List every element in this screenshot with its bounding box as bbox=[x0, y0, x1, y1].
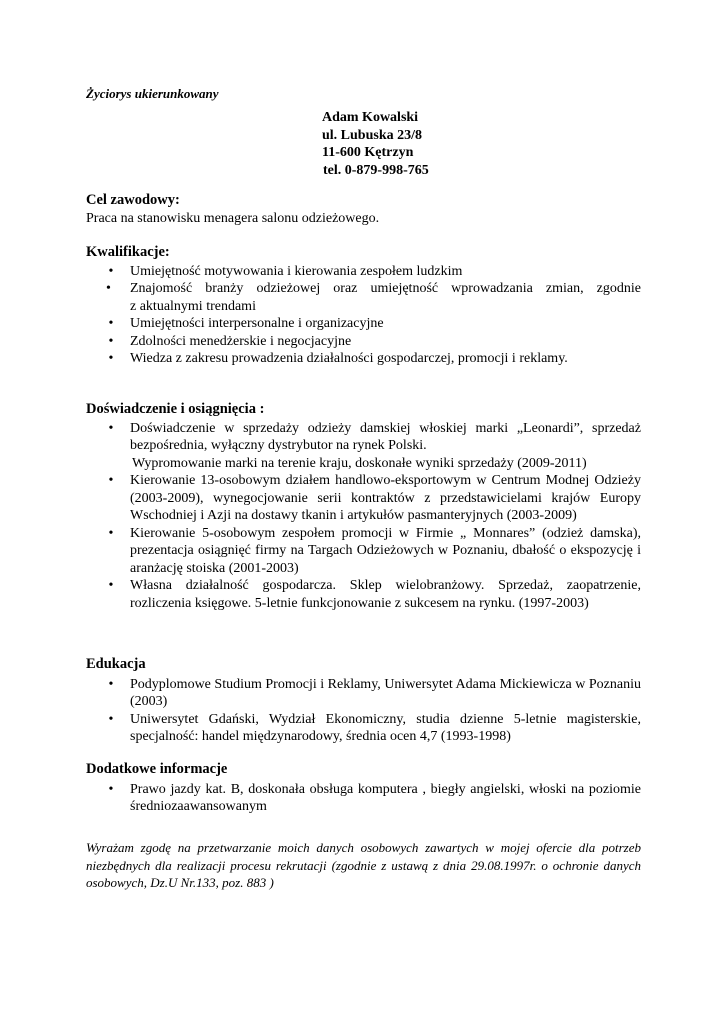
bullet-icon: • bbox=[108, 316, 114, 331]
qualifications-list bbox=[86, 263, 641, 368]
goal-heading: Cel zawodowy: bbox=[86, 192, 180, 208]
bullet-icon: • bbox=[108, 578, 114, 593]
additional-section bbox=[86, 761, 641, 816]
list-item: • Zdolności menedżerskie i negocjacyjne bbox=[86, 333, 641, 351]
qualifications-section bbox=[86, 244, 641, 368]
contact-street: ul. Lubuska 23/8 bbox=[322, 127, 422, 143]
goal-text: Praca na stanowisku menagera salonu odzieżowego. bbox=[86, 210, 380, 226]
experience-heading: Doświadczenie i osiągnięcia : bbox=[86, 401, 265, 417]
list-item: • Wiedza z zakresu prowadzenia działalności gospodarczej, promocji i reklamy. bbox=[86, 350, 641, 368]
list-item: • Umiejętność motywowania i kierowania zespołem ludzkim bbox=[86, 263, 641, 281]
bullet-icon: • bbox=[108, 781, 114, 797]
list-item: • Własna działalność gospodarcza. Sklep wielobranżowy. Sprzedaż, zaopatrzenie, rozliczenia księgowe. 5-letnie funkcjonowanie z sukcesem na rynku. (1997-2003) bbox=[86, 577, 641, 612]
list-item-continuation: z aktualnymi trendami bbox=[130, 298, 256, 314]
bullet-icon: • bbox=[108, 473, 114, 488]
additional-heading: Dodatkowe informacje bbox=[86, 761, 228, 777]
bullet-icon: • bbox=[108, 420, 114, 436]
bullet-icon: • bbox=[108, 333, 114, 349]
list-item: • Uniwersytet Gdański, Wydział Ekonomiczny, studia dzienne 5-letnie magisterskie, specjalność: handel międzynarodowy, średnia ocen 4,7 (1993-1998) bbox=[86, 711, 641, 746]
bullet-icon: • bbox=[108, 711, 114, 727]
list-item-continuation: Wypromowanie marki na terenie kraju, doskonałe wyniki sprzedaży (2009-2011) bbox=[132, 455, 587, 471]
list-item: • Podyplomowe Studium Promocji i Reklamy, Uniwersytet Adama Mickiewicza w Poznaniu (2003) bbox=[86, 676, 641, 711]
list-item: • Kierowanie 13-osobowym działem handlowo-eksportowym w Centrum Modnej Odzieży (2003-2009), wynegocjowanie serii kontraktów z przedstawicielami krajów Europy Wschodniej i Azji na dostawy tkanin i artykułów pasmanteryjnych (2003-2009) bbox=[86, 472, 641, 525]
list-item: • Umiejętności interpersonalne i organizacyjne bbox=[86, 315, 641, 333]
bullet-icon: • bbox=[108, 263, 114, 279]
goal-section bbox=[86, 192, 641, 227]
list-item: • Znajomość branży odzieżowej oraz umiejętność wprowadzania zmian, zgodnie bbox=[106, 281, 641, 296]
education-heading: Edukacja bbox=[86, 656, 146, 672]
qualifications-heading: Kwalifikacje: bbox=[86, 244, 170, 260]
additional-list bbox=[86, 781, 641, 816]
list-item: • Prawo jazdy kat. B, doskonała obsługa komputera , biegły angielski, włoski na poziomie średniozaawansowanym bbox=[86, 781, 641, 816]
list-item: • Doświadczenie w sprzedaży odzieży damskiej włoskiej marki „Leonardi”, sprzedaż bezpośrednia, wyłączny dystrybutor na rynek Polski. bbox=[86, 420, 641, 455]
consent-note: Wyrażam zgodę na przetwarzanie moich danych osobowych zawartych w mojej ofercie dla potrzeb niezbędnych dla realizacji procesu rekrutacji (zgodnie z ustawą z dnia 29.08.1997r. o ochronie danych osobowych, Dz.U Nr.133, poz. 883 ) bbox=[86, 840, 641, 890]
education-list bbox=[86, 676, 641, 746]
contact-city: 11-600 Kętrzyn bbox=[322, 145, 414, 160]
bullet-icon: • bbox=[108, 525, 114, 541]
experience-list bbox=[86, 420, 641, 613]
education-section bbox=[86, 656, 641, 746]
experience-section bbox=[86, 401, 641, 612]
list-item: • Kierowanie 5-osobowym zespołem promocji w Firmie „ Monnares” (odzież damska), prezentacja osiągnięć firmy na Targach Odzieżowych w Poznaniu, dbałość o ekspozycję i aranżację stoiska (2001-2003) bbox=[86, 525, 641, 578]
bullet-icon: • bbox=[108, 676, 114, 692]
contact-phone: tel. 0-879-998-765 bbox=[323, 162, 429, 178]
bullet-icon: • bbox=[106, 281, 111, 296]
contact-block bbox=[322, 109, 429, 179]
document-type: Życiorys ukierunkowany bbox=[86, 86, 219, 101]
contact-name: Adam Kowalski bbox=[322, 110, 419, 125]
bullet-icon: • bbox=[108, 351, 114, 366]
